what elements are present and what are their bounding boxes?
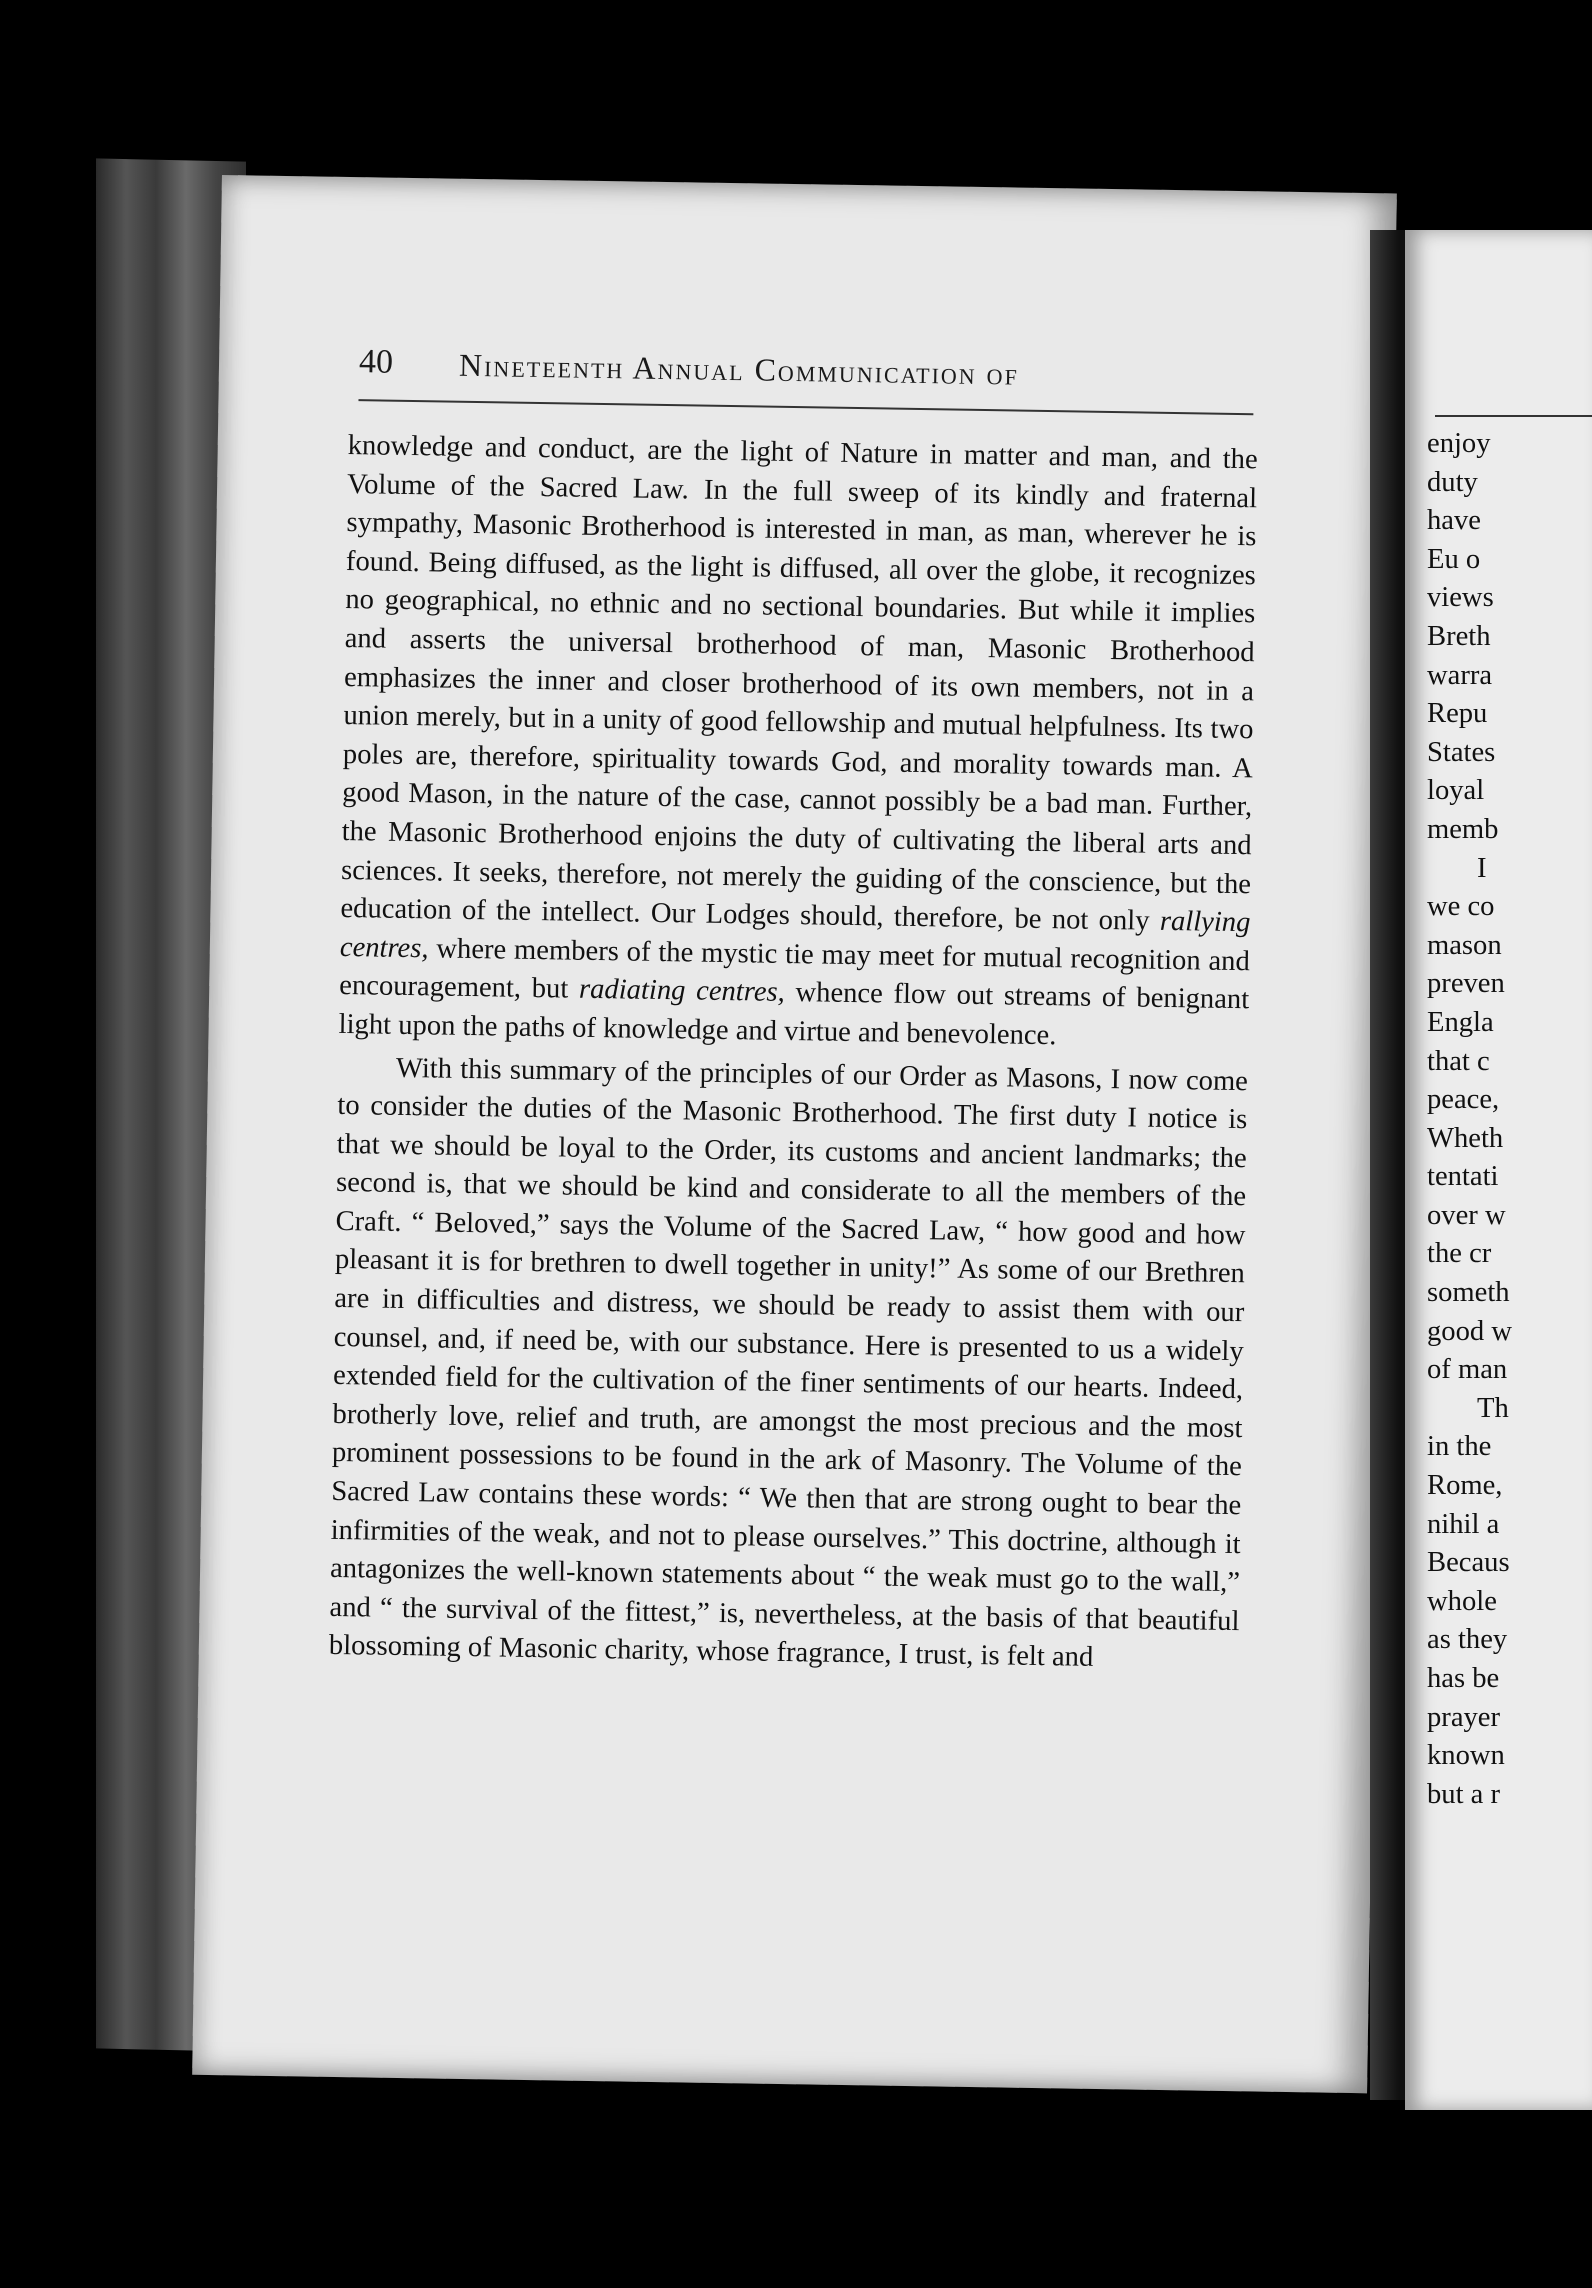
right-page-line: has be (1427, 1663, 1500, 1694)
right-page-line: preven (1427, 968, 1505, 1000)
page-number: 40 (358, 343, 394, 381)
right-page-line: prayer (1427, 1701, 1501, 1733)
paragraph-1-text-b: where members of the mystic tie may meet for mutual recognition and encouragement, but (339, 933, 1251, 1006)
right-page-line: loyal (1427, 775, 1485, 807)
right-page-line: Repu (1427, 698, 1488, 730)
right-page-line: have (1427, 505, 1481, 537)
right-page-line: Breth (1427, 620, 1491, 652)
right-page-line: we co (1427, 891, 1495, 923)
right-page-line: Engla (1427, 1006, 1494, 1038)
right-page-line: that c (1427, 1045, 1490, 1077)
right-page-line: Becaus (1427, 1547, 1510, 1579)
right-page-line: duty (1427, 466, 1478, 498)
paragraph-1-text-a: knowledge and conduct, are the light of Nature in matter and man, and the Volume of the Sacred Law. In the full sweep of its kindly and fraternal sympathy, Masonic Brotherhood is interested in man, as man, wherever he is found. Being diffused, as the light is diffused, all over the globe, it recognizes no geographical, no ethnic and no sectional boundaries. But while it implies and asserts the universal brotherhood of man, Masonic Brotherhood emphasizes the inner and closer brotherhood of its own members, not in a union merely, but in a unity of good fellowship and mutual helpfulness. Its two poles are, therefore, spirituality towards God, and morality towards man. A good Mason, in the nature of the case, cannot possibly be a bad man. Further, the Masonic Brotherhood enjoins the duty of cultivating the liberal arts and sciences. It seeks, therefore, not merely the guiding of the conscience, but the education of the intellect. Our Lodges should, therefore, be not only (340, 430, 1258, 937)
right-page-line: enjoy (1427, 428, 1491, 459)
right-page-line: but a r (1427, 1778, 1501, 1810)
right-page-line: over w (1427, 1199, 1506, 1231)
running-head: Nineteenth Annual Communication of (458, 346, 1020, 392)
body-text (329, 427, 1258, 1680)
right-page-line: tentati (1427, 1161, 1499, 1193)
left-page (192, 175, 1397, 2093)
right-page-line: of man (1427, 1354, 1508, 1386)
right-page-line: someth (1427, 1277, 1510, 1309)
paragraph-2: With this summary of the principles of our Order as Masons, I now come to consider the duties of the Masonic Brotherhood. The first duty I notice is that we should be loyal to the Order, its customs and ancient landmarks; the second is, that we should be kind and considerate to all the members of the Craft. “ Beloved,” says the Volume of the Sacred Law, “ how good and how pleasant it is for brethren to dwell together in unity!” As some of our Brethren are in difficulties and distress, we should be ready to assist them with our counsel, and, if need be, with our substance. Here is presented to us a widely extended field for the cultivation of the finer sentiments of our hearts. Indeed, brotherly love, relief and truth, are amongst the most precious and the most prominent possessions to be found in the ark of Masonry. The Volume of the Sacred Law contains these words: “ We then that are strong ought to bear the infirmities of the weak, and not to please ourselves.” This doctrine, although it antagonizes the well-known statements about “ the weak must go to the wall,” and “ the survival of the fittest,” is, nevertheless, at the basis of that beautiful blossoming of Masonic charity, whose fragrance, I trust, is felt and (328, 1052, 1249, 1674)
right-page-line: peace, (1427, 1084, 1500, 1116)
right-page-line: Wheth (1427, 1122, 1504, 1154)
page-header (359, 337, 1260, 411)
right-page-line: as they (1427, 1624, 1508, 1656)
right-page-line: whole (1427, 1585, 1497, 1617)
paragraph-1-italic-radiating: radiating centres, (578, 974, 786, 1009)
paragraph-1-text-c: whence flow out streams of benignant light upon the paths of knowledge and virtue and benevolence. (338, 977, 1250, 1052)
right-page-line: good w (1427, 1315, 1512, 1347)
paragraph-1-italic-rallying: rallying centres, (339, 905, 1251, 965)
right-page-line: States (1427, 736, 1496, 768)
right-page-header-rule (1435, 415, 1592, 417)
paragraph-1 (338, 427, 1258, 1059)
right-page-line: Th (1477, 1392, 1509, 1424)
right-page-line: memb (1427, 813, 1499, 845)
right-page-line: I (1477, 852, 1487, 884)
right-page-line: the cr (1427, 1238, 1492, 1270)
right-page-line: warra (1427, 659, 1493, 691)
right-page-line: Eu o (1427, 543, 1481, 575)
right-page-line: Rome, (1427, 1470, 1503, 1502)
right-page-line: views (1427, 582, 1494, 614)
right-page-line: nihil a (1427, 1508, 1500, 1540)
right-page-line: known (1427, 1740, 1505, 1772)
right-page-line: mason (1427, 929, 1502, 961)
right-page-partial (1405, 230, 1592, 2110)
right-page-line: in the (1427, 1431, 1492, 1463)
right-page-text (1427, 425, 1592, 1814)
